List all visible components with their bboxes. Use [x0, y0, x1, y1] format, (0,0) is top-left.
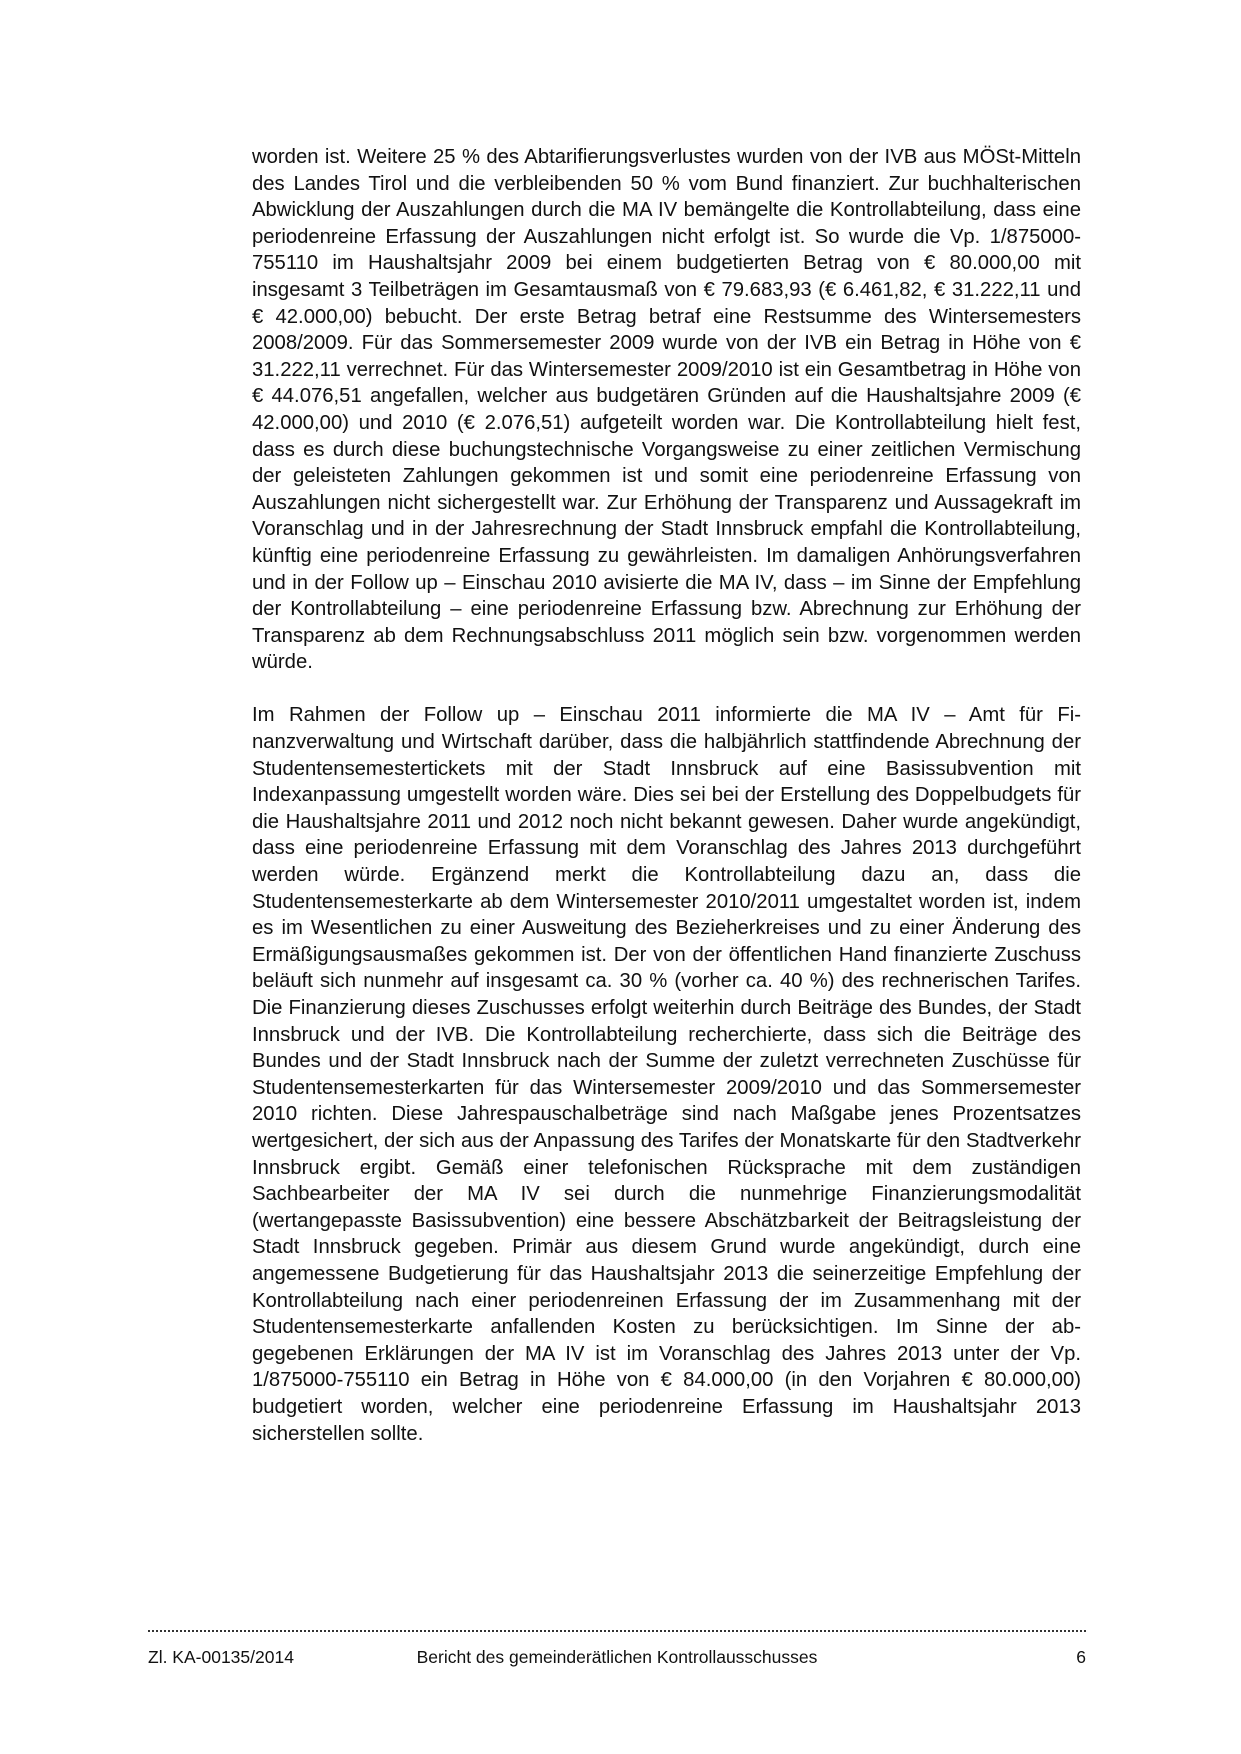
- footer-title: Bericht des gemeinderätlichen Kontrollausschusses: [416, 1647, 818, 1667]
- footer-dotted-rule: [148, 1630, 1086, 1632]
- body-paragraph-1: worden ist. Weitere 25 % des Abtarifierungsverlustes wurden von der IVB aus MÖSt-Mitteln des Landes Tirol und die verbleibenden 50 % vom Bund finanziert. Zur buchhalterischen Abwicklung der Auszahlungen durch die MA IV bemängelte die Kontrollabteilung, dass eine periodenreine Erfassung der Auszahlungen nicht erfolgt ist. So wurde die Vp. 1/875000-755110 im Haushaltsjahr 2009 bei einem budgetierten Betrag von € 80.000,00 mit insgesamt 3 Teilbeträgen im Gesamtausmaß von € 79.683,93 (€ 6.461,82, € 31.222,11 und € 42.000,00) bebucht. Der erste Betrag betraf eine Restsumme des Wintersemesters 2008/2009. Für das Sommersemester 2009 wurde von der IVB ein Betrag in Höhe von € 31.222,11 verrechnet. Für das Wintersemester 2009/2010 ist ein Gesamtbetrag in Höhe von € 44.076,51 angefallen, welcher aus budgetären Gründen auf die Haushaltsjahre 2009 (€ 42.000,00) und 2010 (€ 2.076,51) aufgeteilt worden war. Die Kontrollabteilung hielt fest, dass es durch diese buchungstechnische Vorgangsweise zu einer zeitlichen Vermischung der geleisteten Zahlungen gekommen ist und somit eine periodenreine Erfassung von Auszahlungen nicht sichergestellt war. Zur Erhöhung der Transparenz und Aussagekraft im Voranschlag und in der Jahresrechnung der Stadt Innsbruck empfahl die Kontrollabteilung, künftig eine periodenreine Erfassung zu gewährleisten. Im damaligen Anhörungsverfahren und in der Follow up – Einschau 2010 avisierte die MA IV, dass – im Sinne der Empfehlung der Kontrollabteilung – eine periodenreine Erfassung bzw. Abrechnung zur Erhöhung der Transparenz ab dem Rechnungsabschluss 2011 möglich sein bzw. vorgenommen werden würde.: [252, 146, 1081, 674]
- page-number: 6: [1076, 1647, 1086, 1667]
- body-paragraph-2: Im Rahmen der Follow up – Einschau 2011 informierte die MA IV – Amt für Finanzverwaltung und Wirtschaft darüber, dass die halbjährlich stattfindende Abrechnung der Studentensemestertickets mit der Stadt Innsbruck auf eine Basissubvention mit Indexanpassung umgestellt worden wäre. Dies sei bei der Erstellung des Doppelbudgets für die Haushaltsjahre 2011 und 2012 noch nicht bekannt gewesen. Daher wurde angekündigt, dass eine periodenreine Erfassung mit dem Voranschlag des Jahres 2013 durchgeführt werden würde. Ergänzend merkt die Kontrollabteilung dazu an, dass die Studentensemesterkarte ab dem Wintersemester 2010/2011 umgestaltet worden ist, indem es im Wesentlichen zu einer Ausweitung des Bezieherkreises und zu einer Änderung des Ermäßigungsausmaßes gekommen ist. Der von der öffentlichen Hand finanzierte Zuschuss beläuft sich nunmehr auf insgesamt ca. 30 % (vorher ca. 40 %) des rechnerischen Tarifes. Die Finanzierung dieses Zuschusses erfolgt weiterhin durch Beiträge des Bundes, der Stadt Innsbruck und der IVB. Die Kontrollabteilung recherchierte, dass sich die Beiträge des Bundes und der Stadt Innsbruck nach der Summe der zuletzt verrechneten Zuschüsse für Studentensemesterkarten für das Wintersemester 2009/2010 und das Sommersemester 2010 richten. Diese Jahrespauschalbeträge sind nach Maßgabe jenes Prozentsatzes wertgesichert, der sich aus der Anpassung des Tarifes der Monatskarte für den Stadtverkehr Innsbruck ergibt. Gemäß einer telefonischen Rücksprache mit dem zuständigen Sachbearbeiter der MA IV sei durch die nunmehrige Finanzierungsmodalität (wertangepasste Basissubvention) eine bessere Abschätzbarkeit der Beitragsleistung der Stadt Innsbruck gegeben. Primär aus diesem Grund wurde angekündigt, durch eine angemessene Budgetierung für das Haushaltsjahr 2013 die seinerzeitige Empfehlung der Kontrollabteilung nach einer periodenreinen Erfassung der im Zusammenhang mit der Studentensemesterkarte anfallenden Kosten zu berücksichtigen. Im Sinne der abgegebenen Erklärungen der MA IV ist im Voranschlag des Jahres 2013 unter der Vp. 1/875000-755110 ein Betrag in Höhe von € 84.000,00 (in den Vorjahren € 80.000,00) budgetiert worden, welcher eine periodenreine Erfassung im Haushaltsjahr 2013 sicherstellen sollte.: [252, 704, 1081, 1445]
- page-footer: [148, 1645, 1086, 1669]
- footer-reference: Zl. KA-00135/2014: [148, 1647, 294, 1667]
- page-body: [252, 144, 1081, 1447]
